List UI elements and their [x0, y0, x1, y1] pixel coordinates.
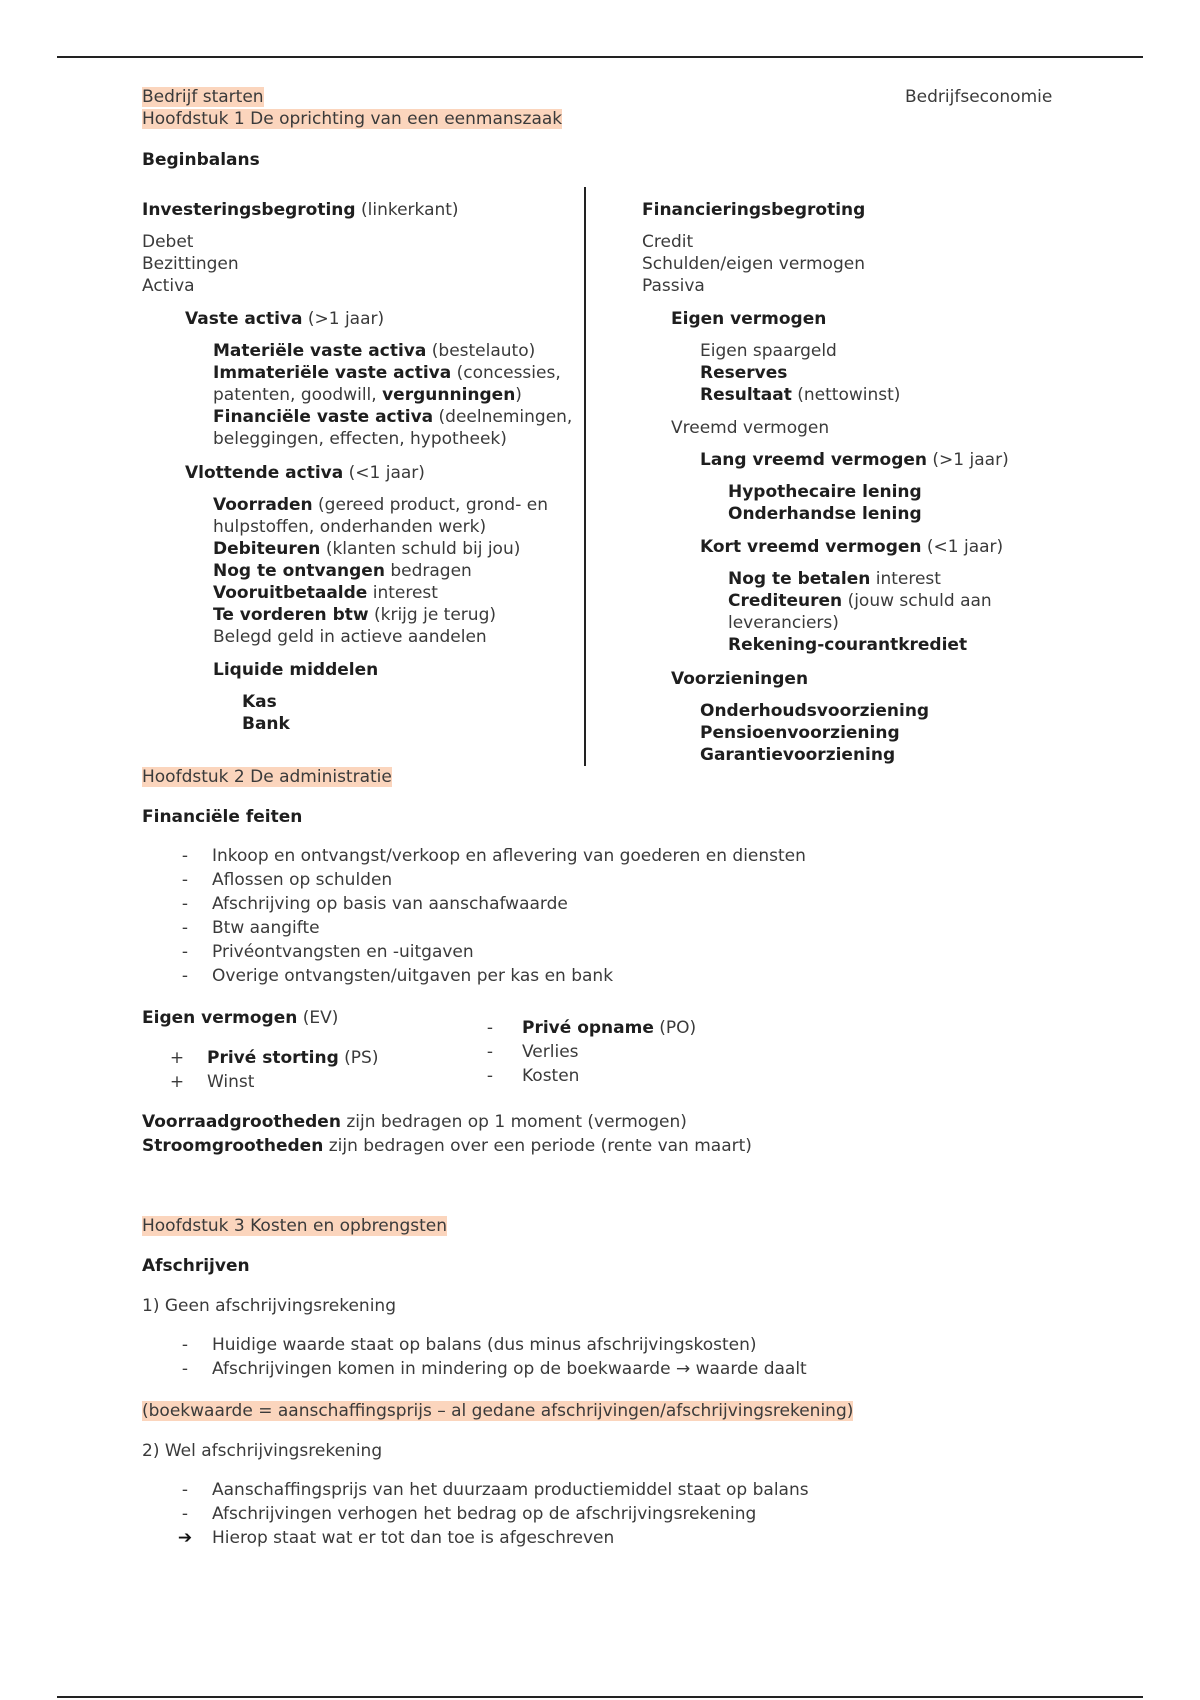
- list-item: + Privé storting (PS): [169, 1048, 379, 1068]
- list-item: - Privéontvangsten en -uitgaven: [181, 942, 474, 962]
- voorraadgrootheden-def: Voorraadgrootheden zijn bedragen op 1 moment (vermogen): [142, 1112, 687, 1132]
- vaste-activa-heading: Vaste activa (>1 jaar): [185, 309, 385, 329]
- list-item: - Verlies: [486, 1042, 579, 1062]
- materiele-vaste-activa: Materiële vaste activa (bestelauto): [213, 341, 536, 361]
- voorzieningen-list: [700, 700, 929, 766]
- onderhoudsvoorziening: Onderhoudsvoorziening: [700, 701, 930, 721]
- immateriele-vaste-activa-cont: patenten, goodwill, vergunningen): [213, 385, 522, 405]
- geen-afschrijvingsrekening-list: [175, 1333, 975, 1381]
- beginbalans-title: Beginbalans: [142, 150, 260, 170]
- wel-afschrijvingsrekening-list: [175, 1478, 975, 1550]
- liquide-middelen-list: [242, 691, 290, 735]
- list-item: - Afschrijving op basis van aanschafwaarde: [181, 894, 568, 914]
- eigen-vermogen-list: [700, 340, 900, 406]
- term-debet: Debet: [142, 232, 194, 252]
- list-item: - Inkoop en ontvangst/verkoop en aflevering van goederen en diensten: [181, 846, 806, 866]
- liquide-middelen-heading: Liquide middelen: [213, 660, 379, 680]
- list-item: - Btw aangifte: [181, 918, 320, 938]
- vlottende-activa-list: [213, 494, 548, 648]
- list-item: - Kosten: [486, 1066, 580, 1086]
- hypothecaire-lening: Hypothecaire lening: [728, 482, 922, 502]
- ev-minus-list: [480, 1016, 780, 1088]
- chapter3-title: Hoofdstuk 3 Kosten en opbrengsten: [142, 1216, 448, 1236]
- lang-vreemd-vermogen-list: [728, 481, 922, 525]
- eigen-vermogen-ev-heading: Eigen vermogen (EV): [142, 1008, 339, 1028]
- arrow-icon: ➔: [177, 1528, 193, 1548]
- crediteuren-cont: leveranciers): [728, 613, 839, 633]
- financiele-feiten-title: Financiële feiten: [142, 807, 303, 827]
- nog-te-betalen: Nog te betalen interest: [728, 569, 941, 589]
- balance-divider: [584, 187, 586, 766]
- term-passiva: Passiva: [642, 276, 705, 296]
- garantievoorziening: Garantievoorziening: [700, 745, 896, 765]
- financiele-vaste-activa: Financiële vaste activa (deelnemingen,: [213, 407, 573, 427]
- list-item: - Huidige waarde staat op balans (dus minus afschrijvingskosten): [181, 1335, 757, 1355]
- investeringsbegroting-heading: Investeringsbegroting (linkerkant): [142, 200, 459, 220]
- topic-label: Bedrijf starten: [142, 87, 264, 107]
- stroomgrootheden-def: Stroomgrootheden zijn bedragen over een periode (rente van maart): [142, 1136, 752, 1156]
- subject-label: Bedrijfseconomie: [905, 87, 1053, 107]
- ev-plus-list: [167, 1046, 467, 1094]
- term-bezittingen: Bezittingen: [142, 254, 239, 274]
- eigen-spaargeld: Eigen spaargeld: [700, 341, 837, 361]
- vaste-activa-list: [213, 340, 572, 450]
- lang-vreemd-vermogen-heading: Lang vreemd vermogen (>1 jaar): [700, 450, 1009, 470]
- kas: Kas: [242, 692, 277, 712]
- list-item: + Winst: [169, 1072, 255, 1092]
- credit-terms: [642, 231, 865, 297]
- list-item: - Afschrijvingen verhogen het bedrag op de afschrijvingsrekening: [181, 1504, 757, 1524]
- vlottende-activa-heading: Vlottende activa (<1 jaar): [185, 463, 425, 483]
- financiele-feiten-list: [175, 844, 975, 988]
- rekening-courantkrediet: Rekening-courantkrediet: [728, 635, 968, 655]
- bottom-rule: [57, 1696, 1143, 1698]
- term-activa: Activa: [142, 276, 195, 296]
- list-item: - Overige ontvangsten/uitgaven per kas en bank: [181, 966, 614, 986]
- afschrijven-title: Afschrijven: [142, 1256, 250, 1276]
- list-item: - Aanschaffingsprijs van het duurzaam productiemiddel staat op balans: [181, 1480, 809, 1500]
- te-vorderen-btw: Te vorderen btw (krijg je terug): [213, 605, 496, 625]
- pensioenvoorziening: Pensioenvoorziening: [700, 723, 900, 743]
- kort-vreemd-vermogen-list: [728, 568, 992, 656]
- term-schulden: Schulden/eigen vermogen: [642, 254, 865, 274]
- list-item: - Afschrijvingen komen in mindering op de boekwaarde → waarde daalt: [181, 1359, 807, 1379]
- immateriele-vaste-activa: Immateriële vaste activa (concessies,: [213, 363, 561, 383]
- geen-afschrijvingsrekening: 1) Geen afschrijvingsrekening: [142, 1296, 396, 1316]
- term-credit: Credit: [642, 232, 694, 252]
- financieringsbegroting-heading: Financieringsbegroting: [642, 200, 866, 220]
- debit-terms: [142, 231, 239, 297]
- wel-afschrijvingsrekening: 2) Wel afschrijvingsrekening: [142, 1441, 383, 1461]
- chapter2-title: Hoofdstuk 2 De administratie: [142, 767, 392, 787]
- bank: Bank: [242, 714, 290, 734]
- list-item: ➔ Hierop staat wat er tot dan toe is afgeschreven: [175, 1526, 975, 1550]
- kort-vreemd-vermogen-heading: Kort vreemd vermogen (<1 jaar): [700, 537, 1004, 557]
- top-rule: [57, 56, 1143, 58]
- belegd-geld: Belegd geld in actieve aandelen: [213, 627, 487, 647]
- reserves: Reserves: [700, 363, 788, 383]
- chapter1-title: Hoofdstuk 1 De oprichting van een eenmanszaak: [142, 109, 563, 129]
- onderhandse-lening: Onderhandse lening: [728, 504, 922, 524]
- voorzieningen-heading: Voorzieningen: [671, 669, 809, 689]
- voorraden-cont: hulpstoffen, onderhanden werk): [213, 517, 487, 537]
- voorraden: Voorraden (gereed product, grond- en: [213, 495, 548, 515]
- nog-te-ontvangen: Nog te ontvangen bedragen: [213, 561, 472, 581]
- eigen-vermogen-heading: Eigen vermogen: [671, 309, 827, 329]
- list-item: - Privé opname (PO): [486, 1018, 697, 1038]
- resultaat: Resultaat (nettowinst): [700, 385, 901, 405]
- boekwaarde-formula: (boekwaarde = aanschaffingsprijs – al gedane afschrijvingen/afschrijvingsrekening): [142, 1401, 854, 1421]
- crediteuren: Crediteuren (jouw schuld aan: [728, 591, 992, 611]
- debiteuren: Debiteuren (klanten schuld bij jou): [213, 539, 521, 559]
- list-item: - Aflossen op schulden: [181, 870, 393, 890]
- financiele-vaste-activa-cont: beleggingen, effecten, hypotheek): [213, 429, 507, 449]
- vreemd-vermogen-heading: Vreemd vermogen: [671, 418, 830, 438]
- vooruitbetaalde: Vooruitbetaalde interest: [213, 583, 438, 603]
